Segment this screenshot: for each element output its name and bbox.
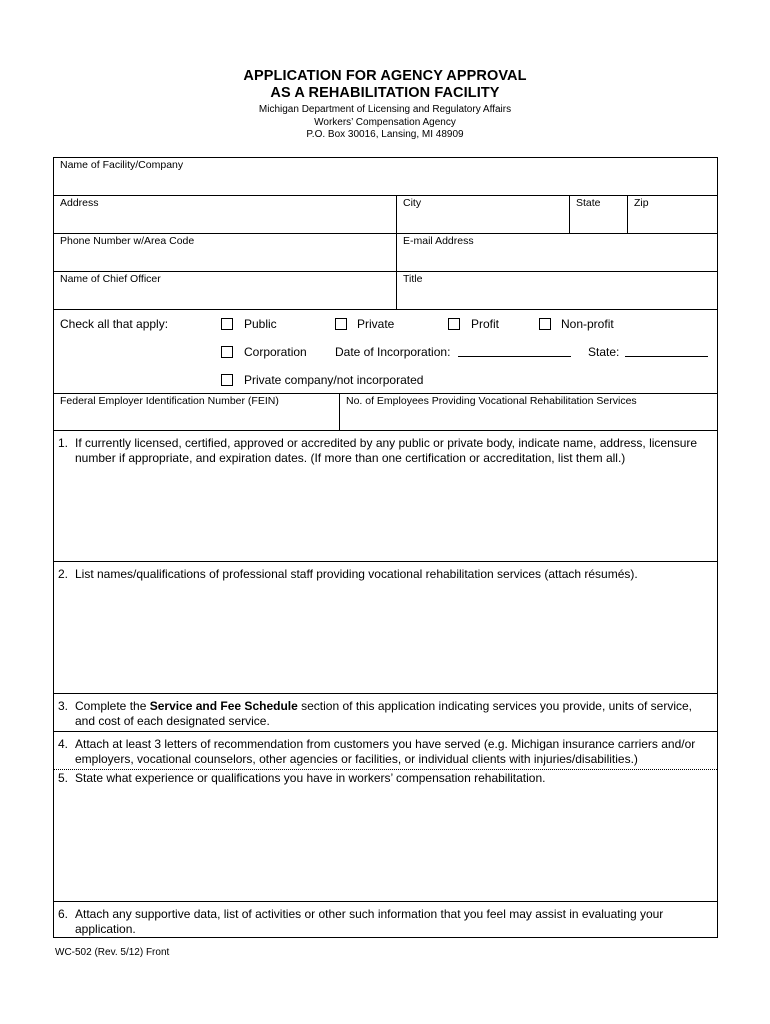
form-title-line2: AS A REHABILITATION FACILITY: [270, 85, 500, 101]
city-label: City: [403, 197, 422, 209]
question-2-box[interactable]: [54, 562, 717, 694]
chief-officer-field[interactable]: [54, 272, 396, 309]
corporation-label: Corporation: [244, 345, 307, 359]
email-field[interactable]: [396, 234, 717, 271]
private-label: Private: [357, 317, 395, 331]
question-5-box[interactable]: [54, 770, 717, 902]
city-field[interactable]: [396, 196, 569, 233]
address-label: Address: [60, 197, 99, 209]
question-2-text: List names/qualifications of professional staff providing vocational rehabilitation services (attach résumés).: [75, 567, 638, 581]
question-1: [58, 436, 713, 466]
phone-field[interactable]: [54, 234, 396, 271]
corporation-checkbox[interactable]: [221, 346, 233, 358]
fein-label: Federal Employer Identification Number (FEIN): [60, 395, 279, 407]
state-field[interactable]: [569, 196, 627, 233]
email-label: E-mail Address: [403, 235, 474, 247]
check-all-label: Check all that apply:: [60, 317, 169, 331]
state-label: State: [576, 197, 601, 209]
question-3-text-pre: Complete the: [75, 699, 150, 713]
incorporation-state-label: State:: [588, 345, 620, 359]
question-4-box: [54, 732, 717, 770]
nonprofit-checkbox[interactable]: [539, 318, 551, 330]
service-fee-schedule-emphasis: Service and Fee Schedule: [149, 699, 298, 713]
question-3-box: [54, 694, 717, 732]
fein-field[interactable]: [54, 394, 339, 430]
chief-officer-label: Name of Chief Officer: [60, 273, 161, 285]
address-field[interactable]: [54, 196, 396, 233]
question-4-number: 4.: [58, 737, 69, 751]
profit-label: Profit: [471, 317, 500, 331]
private-checkbox[interactable]: [335, 318, 347, 330]
facility-field[interactable]: [54, 158, 717, 195]
fein-row: [54, 394, 717, 431]
facility-label: Name of Facility/Company: [60, 159, 184, 171]
chief-officer-row: [54, 272, 717, 310]
incorporation-date-label: Date of Incorporation:: [335, 345, 451, 359]
zip-label: Zip: [634, 197, 649, 209]
form-footer: WC-502 (Rev. 5/12) Front: [55, 947, 170, 958]
question-5: [58, 771, 713, 786]
title-field[interactable]: [396, 272, 717, 309]
nonprofit-label: Non-profit: [561, 317, 614, 331]
employees-field[interactable]: [339, 394, 717, 430]
zip-field[interactable]: [627, 196, 717, 233]
incorporation-state-input[interactable]: [625, 346, 708, 357]
agency-address: P.O. Box 30016, Lansing, MI 48909: [306, 129, 464, 140]
organization-type-section: [54, 310, 717, 394]
title-label: Title: [403, 273, 423, 285]
private-company-label: Private company/not incorporated: [244, 373, 424, 387]
question-2-number: 2.: [58, 567, 69, 581]
question-2: [58, 567, 713, 582]
employees-label: No. of Employees Providing Vocational Rehabilitation Services: [346, 395, 637, 407]
question-1-box[interactable]: [54, 431, 717, 562]
application-form: [53, 157, 718, 938]
public-checkbox[interactable]: [221, 318, 233, 330]
question-3-text: [58, 699, 713, 729]
question-4-text: Attach at least 3 letters of recommendation from customers you have served (e.g. Michigan insurance carriers and/or employers, vocational counselors, other agencies or facilities, or individual clients with injuries/disabilities.): [75, 737, 696, 766]
form-header: [0, 68, 770, 142]
question-3-number: 3.: [58, 699, 69, 713]
form-title-line1: APPLICATION FOR AGENCY APPROVAL: [243, 68, 527, 84]
question-4: [58, 737, 713, 767]
agency-name: Workers’ Compensation Agency: [314, 116, 456, 128]
facility-row: [54, 158, 717, 196]
phone-row: [54, 234, 717, 272]
question-1-number: 1.: [58, 436, 69, 450]
question-3-text-post: section of this application indicating services you provide, units of service, and cost of each designated service.: [75, 699, 692, 728]
question-3: [58, 699, 713, 729]
question-6: [58, 907, 713, 937]
incorporation-date-input[interactable]: [458, 346, 571, 357]
question-6-box[interactable]: [54, 902, 717, 937]
question-1-text: If currently licensed, certified, approved or accredited by any public or private body, indicate name, address, licensure number if appropriate, and expiration dates. (If more than one certification or accreditation, list them all.): [75, 436, 698, 465]
question-6-number: 6.: [58, 907, 69, 921]
question-5-text: State what experience or qualifications you have in workers’ compensation rehabilitation.: [75, 771, 546, 785]
question-6-text: Attach any supportive data, list of activities or other such information that you feel may assist in evaluating your application.: [75, 907, 664, 936]
public-label: Public: [244, 317, 277, 331]
private-company-checkbox[interactable]: [221, 374, 233, 386]
phone-label: Phone Number w/Area Code: [60, 235, 195, 247]
address-row: [54, 196, 717, 234]
profit-checkbox[interactable]: [448, 318, 460, 330]
department-name: Michigan Department of Licensing and Regulatory Affairs: [258, 104, 512, 115]
question-5-number: 5.: [58, 771, 69, 785]
